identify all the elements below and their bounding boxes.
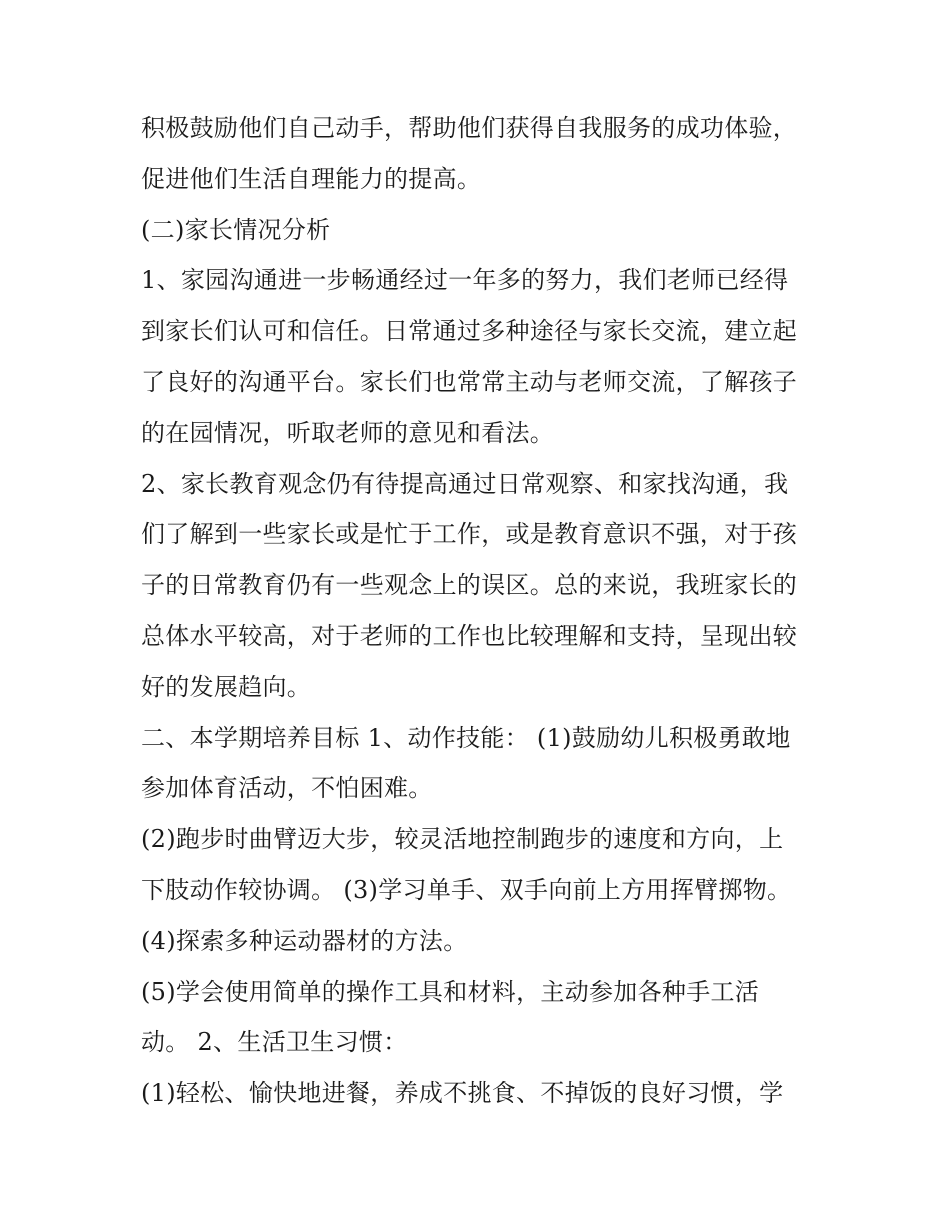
document-body xyxy=(141,103,831,1119)
text-line: (4)探索多种运动器材的方法。 xyxy=(141,926,468,955)
text-line: 们了解到一些家长或是忙于工作，或是教育意识不强，对于孩 xyxy=(141,520,798,549)
text-line: 子的日常教育仍有一些观念上的误区。总的来说，我班家长的 xyxy=(141,571,798,600)
text-line: (5)学会使用简单的操作工具和材料，主动参加各种手工活 xyxy=(141,977,760,1006)
text-line: 参加体育活动，不怕困难。 xyxy=(141,774,433,803)
text-line: 的在园情况，听取老师的意见和看法。 xyxy=(141,418,555,447)
text-line: 积极鼓励他们自己动手，帮助他们获得自我服务的成功体验， xyxy=(141,114,798,142)
text-line: 好的发展趋向。 xyxy=(141,672,312,701)
text-line: 下肢动作较协调。 (3)学习单手、双手向前上方用挥臂掷物。 xyxy=(141,875,792,904)
text-line: 2、家长教育观念仍有待提高通过日常观察、和家找沟通，我 xyxy=(141,469,789,498)
text-line: (1)轻松、愉快地进餐，养成不挑食、不掉饭的良好习惯，学 xyxy=(141,1079,784,1108)
text-line: 了良好的沟通平台。家长们也常常主动与老师交流，了解孩子 xyxy=(141,367,798,396)
text-line: (2)跑步时曲臂迈大步，较灵活地控制跑步的速度和方向，上 xyxy=(141,825,784,854)
text-line: 促进他们生活自理能力的提高。 xyxy=(141,164,482,193)
section-heading: (二)家长情况分析 xyxy=(141,215,331,244)
text-line: 1、家园沟通进一步畅通经过一年多的努力，我们老师已经得 xyxy=(141,266,789,295)
text-line: 二、本学期培养目标 1、动作技能： (1)鼓励幼儿积极勇敢地 xyxy=(141,723,791,752)
text-line: 总体水平较高，对于老师的工作也比较理解和支持，呈现出较 xyxy=(141,621,798,650)
text-line: 动。 2、生活卫生习惯： xyxy=(141,1028,408,1057)
text-line: 到家长们认可和信任。日常通过多种途径与家长交流，建立起 xyxy=(141,317,798,346)
